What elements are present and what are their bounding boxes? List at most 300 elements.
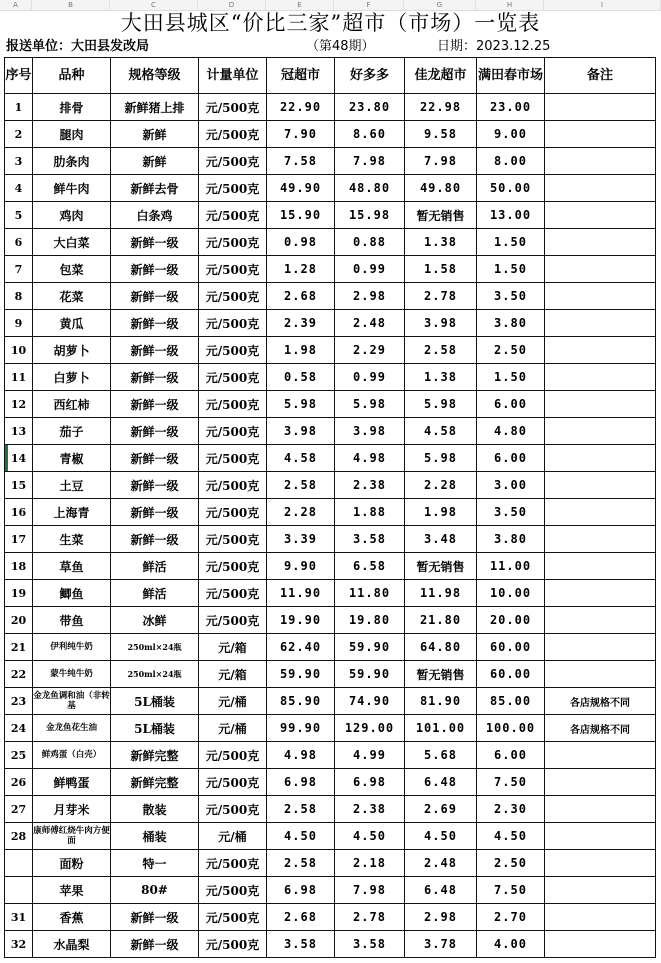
spec-cell[interactable]: 新鲜一级 [111, 526, 199, 553]
price-jialong-cell[interactable]: 1.98 [405, 499, 477, 526]
note-cell[interactable] [545, 472, 656, 499]
item-name-cell[interactable]: 蒙牛纯牛奶 [33, 661, 111, 688]
row-seq-cell[interactable]: 4 [5, 175, 33, 202]
header-seq[interactable]: 序号 [5, 58, 33, 94]
note-cell[interactable] [545, 796, 656, 823]
row-seq-cell[interactable]: 13 [5, 418, 33, 445]
price-mantianchun-cell[interactable]: 3.80 [477, 526, 545, 553]
note-cell[interactable]: 各店规格不同 [545, 688, 656, 715]
price-haoduoduo-cell[interactable]: 0.99 [335, 364, 405, 391]
item-name-cell[interactable]: 土豆 [33, 472, 111, 499]
price-haoduoduo-cell[interactable]: 23.80 [335, 94, 405, 121]
price-mantianchun-cell[interactable]: 1.50 [477, 256, 545, 283]
spec-cell[interactable]: 5L桶装 [111, 715, 199, 742]
note-cell[interactable] [545, 634, 656, 661]
price-jialong-cell[interactable]: 5.98 [405, 445, 477, 472]
unit-cell[interactable]: 元/500克 [199, 850, 267, 877]
item-name-cell[interactable]: 西红柿 [33, 391, 111, 418]
column-letter[interactable]: A [0, 0, 32, 10]
price-jialong-cell[interactable]: 49.80 [405, 175, 477, 202]
price-haoduoduo-cell[interactable]: 59.90 [335, 634, 405, 661]
row-seq-cell[interactable]: 9 [5, 310, 33, 337]
spec-cell[interactable]: 新鲜一级 [111, 904, 199, 931]
price-haoduoduo-cell[interactable]: 7.98 [335, 877, 405, 904]
unit-cell[interactable]: 元/500克 [199, 904, 267, 931]
price-jialong-cell[interactable]: 暂无销售 [405, 202, 477, 229]
price-mantianchun-cell[interactable]: 50.00 [477, 175, 545, 202]
unit-cell[interactable]: 元/桶 [199, 823, 267, 850]
price-mantianchun-cell[interactable]: 13.00 [477, 202, 545, 229]
note-cell[interactable] [545, 850, 656, 877]
price-haoduoduo-cell[interactable]: 1.88 [335, 499, 405, 526]
item-name-cell[interactable]: 肋条肉 [33, 148, 111, 175]
item-name-cell[interactable]: 面粉 [33, 850, 111, 877]
price-guan-cell[interactable]: 99.90 [267, 715, 335, 742]
spec-cell[interactable]: 新鲜一级 [111, 445, 199, 472]
unit-cell[interactable]: 元/500克 [199, 769, 267, 796]
column-letter[interactable]: B [32, 0, 110, 10]
spec-cell[interactable]: 250ml×24瓶 [111, 661, 199, 688]
price-haoduoduo-cell[interactable]: 19.80 [335, 607, 405, 634]
price-haoduoduo-cell[interactable]: 48.80 [335, 175, 405, 202]
price-mantianchun-cell[interactable]: 4.80 [477, 418, 545, 445]
price-guan-cell[interactable]: 9.90 [267, 553, 335, 580]
price-haoduoduo-cell[interactable]: 0.88 [335, 229, 405, 256]
row-seq-cell[interactable]: 22 [5, 661, 33, 688]
unit-cell[interactable]: 元/500克 [199, 580, 267, 607]
spec-cell[interactable]: 250ml×24瓶 [111, 634, 199, 661]
price-mantianchun-cell[interactable]: 9.00 [477, 121, 545, 148]
price-jialong-cell[interactable]: 暂无销售 [405, 553, 477, 580]
item-name-cell[interactable]: 水晶梨 [33, 931, 111, 958]
unit-cell[interactable]: 元/500克 [199, 526, 267, 553]
price-guan-cell[interactable]: 2.28 [267, 499, 335, 526]
spec-cell[interactable]: 新鲜一级 [111, 499, 199, 526]
price-haoduoduo-cell[interactable]: 3.98 [335, 418, 405, 445]
note-cell[interactable] [545, 526, 656, 553]
price-jialong-cell[interactable]: 101.00 [405, 715, 477, 742]
price-guan-cell[interactable]: 15.90 [267, 202, 335, 229]
unit-cell[interactable]: 元/500克 [199, 148, 267, 175]
price-jialong-cell[interactable]: 3.48 [405, 526, 477, 553]
price-mantianchun-cell[interactable]: 7.50 [477, 769, 545, 796]
price-mantianchun-cell[interactable]: 10.00 [477, 580, 545, 607]
price-mantianchun-cell[interactable]: 6.00 [477, 742, 545, 769]
price-guan-cell[interactable]: 1.98 [267, 337, 335, 364]
unit-cell[interactable]: 元/500克 [199, 202, 267, 229]
price-jialong-cell[interactable]: 2.78 [405, 283, 477, 310]
item-name-cell[interactable]: 鸡肉 [33, 202, 111, 229]
price-haoduoduo-cell[interactable]: 2.38 [335, 472, 405, 499]
item-name-cell[interactable]: 排骨 [33, 94, 111, 121]
price-guan-cell[interactable]: 4.98 [267, 742, 335, 769]
price-haoduoduo-cell[interactable]: 2.48 [335, 310, 405, 337]
item-name-cell[interactable]: 伊利纯牛奶 [33, 634, 111, 661]
price-mantianchun-cell[interactable]: 60.00 [477, 634, 545, 661]
spec-cell[interactable]: 新鲜一级 [111, 931, 199, 958]
price-guan-cell[interactable]: 22.90 [267, 94, 335, 121]
column-letter[interactable]: D [198, 0, 266, 10]
price-jialong-cell[interactable]: 5.98 [405, 391, 477, 418]
spec-cell[interactable]: 新鲜一级 [111, 283, 199, 310]
row-seq-cell[interactable]: 25 [5, 742, 33, 769]
spec-cell[interactable]: 鲜活 [111, 553, 199, 580]
column-letter[interactable]: I [544, 0, 661, 10]
row-seq-cell[interactable]: 1 [5, 94, 33, 121]
note-cell[interactable] [545, 337, 656, 364]
price-mantianchun-cell[interactable]: 2.50 [477, 337, 545, 364]
price-jialong-cell[interactable]: 2.28 [405, 472, 477, 499]
row-seq-cell[interactable]: 18 [5, 553, 33, 580]
unit-cell[interactable]: 元/500克 [199, 310, 267, 337]
unit-cell[interactable]: 元/桶 [199, 715, 267, 742]
note-cell[interactable] [545, 256, 656, 283]
note-cell[interactable] [545, 175, 656, 202]
price-jialong-cell[interactable]: 1.38 [405, 364, 477, 391]
price-guan-cell[interactable]: 11.90 [267, 580, 335, 607]
price-mantianchun-cell[interactable]: 2.50 [477, 850, 545, 877]
spec-cell[interactable]: 新鲜完整 [111, 742, 199, 769]
spec-cell[interactable]: 新鲜一级 [111, 391, 199, 418]
note-cell[interactable] [545, 283, 656, 310]
row-seq-cell[interactable]: 21 [5, 634, 33, 661]
price-guan-cell[interactable]: 59.90 [267, 661, 335, 688]
unit-cell[interactable]: 元/500克 [199, 175, 267, 202]
price-mantianchun-cell[interactable]: 4.00 [477, 931, 545, 958]
price-haoduoduo-cell[interactable]: 11.80 [335, 580, 405, 607]
price-jialong-cell[interactable]: 6.48 [405, 769, 477, 796]
price-guan-cell[interactable]: 19.90 [267, 607, 335, 634]
item-name-cell[interactable]: 茄子 [33, 418, 111, 445]
price-haoduoduo-cell[interactable]: 0.99 [335, 256, 405, 283]
item-name-cell[interactable]: 金龙鱼花生油 [33, 715, 111, 742]
unit-cell[interactable]: 元/500克 [199, 796, 267, 823]
row-seq-cell[interactable]: 6 [5, 229, 33, 256]
price-haoduoduo-cell[interactable]: 2.29 [335, 337, 405, 364]
item-name-cell[interactable]: 生菜 [33, 526, 111, 553]
spec-cell[interactable]: 新鲜一级 [111, 310, 199, 337]
price-haoduoduo-cell[interactable]: 3.58 [335, 931, 405, 958]
spec-cell[interactable]: 新鲜猪上排 [111, 94, 199, 121]
column-letter[interactable]: G [404, 0, 476, 10]
row-seq-cell[interactable]: 14 [5, 445, 33, 472]
header-store-jialong[interactable]: 佳龙超市 [405, 58, 477, 94]
item-name-cell[interactable]: 草鱼 [33, 553, 111, 580]
item-name-cell[interactable]: 腿肉 [33, 121, 111, 148]
note-cell[interactable] [545, 121, 656, 148]
spec-cell[interactable]: 80# [111, 877, 199, 904]
column-letter[interactable]: C [110, 0, 198, 10]
row-seq-cell[interactable]: 19 [5, 580, 33, 607]
note-cell[interactable] [545, 445, 656, 472]
price-mantianchun-cell[interactable]: 3.50 [477, 283, 545, 310]
spec-cell[interactable]: 新鲜一级 [111, 337, 199, 364]
header-store-mantianchun[interactable]: 满田春市场 [477, 58, 545, 94]
price-guan-cell[interactable]: 7.90 [267, 121, 335, 148]
price-guan-cell[interactable]: 2.58 [267, 472, 335, 499]
item-name-cell[interactable]: 香蕉 [33, 904, 111, 931]
row-seq-cell[interactable]: 11 [5, 364, 33, 391]
item-name-cell[interactable]: 大白菜 [33, 229, 111, 256]
row-seq-cell[interactable]: 31 [5, 904, 33, 931]
note-cell[interactable] [545, 148, 656, 175]
item-name-cell[interactable]: 鲫鱼 [33, 580, 111, 607]
price-haoduoduo-cell[interactable]: 6.98 [335, 769, 405, 796]
spec-cell[interactable]: 桶装 [111, 823, 199, 850]
price-haoduoduo-cell[interactable]: 3.58 [335, 526, 405, 553]
column-letter[interactable]: F [334, 0, 404, 10]
header-spec[interactable]: 规格等级 [111, 58, 199, 94]
unit-cell[interactable]: 元/500克 [199, 931, 267, 958]
price-guan-cell[interactable]: 7.58 [267, 148, 335, 175]
spec-cell[interactable]: 新鲜一级 [111, 256, 199, 283]
row-seq-cell[interactable]: 15 [5, 472, 33, 499]
note-cell[interactable] [545, 310, 656, 337]
price-guan-cell[interactable]: 6.98 [267, 769, 335, 796]
spec-cell[interactable]: 新鲜一级 [111, 418, 199, 445]
note-cell[interactable] [545, 580, 656, 607]
note-cell[interactable] [545, 364, 656, 391]
item-name-cell[interactable]: 带鱼 [33, 607, 111, 634]
unit-cell[interactable]: 元/桶 [199, 688, 267, 715]
price-haoduoduo-cell[interactable]: 15.98 [335, 202, 405, 229]
price-guan-cell[interactable]: 2.68 [267, 904, 335, 931]
price-guan-cell[interactable]: 3.98 [267, 418, 335, 445]
note-cell[interactable] [545, 904, 656, 931]
price-guan-cell[interactable]: 49.90 [267, 175, 335, 202]
price-mantianchun-cell[interactable]: 20.00 [477, 607, 545, 634]
item-name-cell[interactable]: 白萝卜 [33, 364, 111, 391]
price-jialong-cell[interactable]: 4.50 [405, 823, 477, 850]
note-cell[interactable] [545, 418, 656, 445]
price-mantianchun-cell[interactable]: 85.00 [477, 688, 545, 715]
price-mantianchun-cell[interactable]: 6.00 [477, 445, 545, 472]
row-seq-cell[interactable] [5, 877, 33, 904]
unit-cell[interactable]: 元/500克 [199, 742, 267, 769]
price-guan-cell[interactable]: 5.98 [267, 391, 335, 418]
row-seq-cell[interactable]: 12 [5, 391, 33, 418]
unit-cell[interactable]: 元/500克 [199, 337, 267, 364]
unit-cell[interactable]: 元/500克 [199, 499, 267, 526]
row-seq-cell[interactable]: 7 [5, 256, 33, 283]
spec-cell[interactable]: 新鲜 [111, 148, 199, 175]
row-seq-cell[interactable]: 16 [5, 499, 33, 526]
item-name-cell[interactable]: 金龙鱼调和油（非转基 [33, 688, 111, 715]
row-seq-cell[interactable]: 5 [5, 202, 33, 229]
row-seq-cell[interactable]: 24 [5, 715, 33, 742]
item-name-cell[interactable]: 上海青 [33, 499, 111, 526]
price-haoduoduo-cell[interactable]: 129.00 [335, 715, 405, 742]
note-cell[interactable] [545, 202, 656, 229]
price-guan-cell[interactable]: 2.39 [267, 310, 335, 337]
price-mantianchun-cell[interactable]: 2.70 [477, 904, 545, 931]
price-jialong-cell[interactable]: 2.98 [405, 904, 477, 931]
note-cell[interactable] [545, 499, 656, 526]
price-mantianchun-cell[interactable]: 2.30 [477, 796, 545, 823]
price-haoduoduo-cell[interactable]: 2.18 [335, 850, 405, 877]
unit-cell[interactable]: 元/500克 [199, 283, 267, 310]
spec-cell[interactable]: 新鲜去骨 [111, 175, 199, 202]
item-name-cell[interactable]: 康师傅红烧牛肉方便面 [33, 823, 111, 850]
price-haoduoduo-cell[interactable]: 74.90 [335, 688, 405, 715]
header-unit[interactable]: 计量单位 [199, 58, 267, 94]
price-jialong-cell[interactable]: 6.48 [405, 877, 477, 904]
row-seq-cell[interactable]: 20 [5, 607, 33, 634]
header-store-guan[interactable]: 冠超市 [267, 58, 335, 94]
price-mantianchun-cell[interactable]: 3.80 [477, 310, 545, 337]
note-cell[interactable] [545, 94, 656, 121]
spec-cell[interactable]: 特一 [111, 850, 199, 877]
spec-cell[interactable]: 新鲜 [111, 121, 199, 148]
price-jialong-cell[interactable]: 81.90 [405, 688, 477, 715]
price-jialong-cell[interactable]: 5.68 [405, 742, 477, 769]
unit-cell[interactable]: 元/500克 [199, 445, 267, 472]
price-haoduoduo-cell[interactable]: 6.58 [335, 553, 405, 580]
header-note[interactable]: 备注 [545, 58, 656, 94]
price-jialong-cell[interactable]: 2.69 [405, 796, 477, 823]
row-seq-cell[interactable]: 28 [5, 823, 33, 850]
spec-cell[interactable]: 新鲜一级 [111, 364, 199, 391]
price-jialong-cell[interactable]: 4.58 [405, 418, 477, 445]
price-haoduoduo-cell[interactable]: 5.98 [335, 391, 405, 418]
row-seq-cell[interactable]: 27 [5, 796, 33, 823]
price-mantianchun-cell[interactable]: 3.00 [477, 472, 545, 499]
price-haoduoduo-cell[interactable]: 4.50 [335, 823, 405, 850]
spec-cell[interactable]: 鲜活 [111, 580, 199, 607]
price-haoduoduo-cell[interactable]: 7.98 [335, 148, 405, 175]
spec-cell[interactable]: 白条鸡 [111, 202, 199, 229]
price-jialong-cell[interactable]: 9.58 [405, 121, 477, 148]
price-mantianchun-cell[interactable]: 6.00 [477, 391, 545, 418]
price-guan-cell[interactable]: 4.58 [267, 445, 335, 472]
unit-cell[interactable]: 元/500克 [199, 877, 267, 904]
price-haoduoduo-cell[interactable]: 2.38 [335, 796, 405, 823]
price-mantianchun-cell[interactable]: 100.00 [477, 715, 545, 742]
row-seq-cell[interactable]: 26 [5, 769, 33, 796]
price-haoduoduo-cell[interactable]: 2.98 [335, 283, 405, 310]
price-mantianchun-cell[interactable]: 1.50 [477, 364, 545, 391]
row-seq-cell[interactable]: 8 [5, 283, 33, 310]
item-name-cell[interactable]: 胡萝卜 [33, 337, 111, 364]
header-store-haoduoduo[interactable]: 好多多 [335, 58, 405, 94]
unit-cell[interactable]: 元/500克 [199, 229, 267, 256]
row-seq-cell[interactable] [5, 850, 33, 877]
price-jialong-cell[interactable]: 22.98 [405, 94, 477, 121]
note-cell[interactable] [545, 742, 656, 769]
note-cell[interactable] [545, 823, 656, 850]
note-cell[interactable] [545, 391, 656, 418]
price-mantianchun-cell[interactable]: 7.50 [477, 877, 545, 904]
note-cell[interactable] [545, 877, 656, 904]
unit-cell[interactable]: 元/500克 [199, 472, 267, 499]
price-jialong-cell[interactable]: 1.58 [405, 256, 477, 283]
unit-cell[interactable]: 元/500克 [199, 364, 267, 391]
price-jialong-cell[interactable]: 11.98 [405, 580, 477, 607]
header-item[interactable]: 品种 [33, 58, 111, 94]
row-seq-cell[interactable]: 32 [5, 931, 33, 958]
price-guan-cell[interactable]: 3.58 [267, 931, 335, 958]
unit-cell[interactable]: 元/500克 [199, 553, 267, 580]
item-name-cell[interactable]: 鲜牛肉 [33, 175, 111, 202]
note-cell[interactable] [545, 661, 656, 688]
item-name-cell[interactable]: 苹果 [33, 877, 111, 904]
item-name-cell[interactable]: 花菜 [33, 283, 111, 310]
spec-cell[interactable]: 新鲜完整 [111, 769, 199, 796]
note-cell[interactable] [545, 553, 656, 580]
spec-cell[interactable]: 5L桶装 [111, 688, 199, 715]
price-guan-cell[interactable]: 3.39 [267, 526, 335, 553]
row-seq-cell[interactable]: 3 [5, 148, 33, 175]
item-name-cell[interactable]: 月芽米 [33, 796, 111, 823]
column-letter[interactable]: E [266, 0, 334, 10]
note-cell[interactable] [545, 931, 656, 958]
price-haoduoduo-cell[interactable]: 59.90 [335, 661, 405, 688]
item-name-cell[interactable]: 包菜 [33, 256, 111, 283]
unit-cell[interactable]: 元/500克 [199, 607, 267, 634]
unit-cell[interactable]: 元/箱 [199, 634, 267, 661]
unit-cell[interactable]: 元/500克 [199, 121, 267, 148]
price-jialong-cell[interactable]: 3.78 [405, 931, 477, 958]
price-haoduoduo-cell[interactable]: 2.78 [335, 904, 405, 931]
unit-cell[interactable]: 元/500克 [199, 391, 267, 418]
item-name-cell[interactable]: 黄瓜 [33, 310, 111, 337]
note-cell[interactable]: 各店规格不同 [545, 715, 656, 742]
note-cell[interactable] [545, 769, 656, 796]
price-jialong-cell[interactable]: 暂无销售 [405, 661, 477, 688]
price-haoduoduo-cell[interactable]: 4.98 [335, 445, 405, 472]
price-mantianchun-cell[interactable]: 4.50 [477, 823, 545, 850]
price-mantianchun-cell[interactable]: 8.00 [477, 148, 545, 175]
row-seq-cell[interactable]: 23 [5, 688, 33, 715]
price-guan-cell[interactable]: 0.98 [267, 229, 335, 256]
price-mantianchun-cell[interactable]: 3.50 [477, 499, 545, 526]
price-mantianchun-cell[interactable]: 60.00 [477, 661, 545, 688]
note-cell[interactable] [545, 229, 656, 256]
unit-cell[interactable]: 元/500克 [199, 256, 267, 283]
price-haoduoduo-cell[interactable]: 8.60 [335, 121, 405, 148]
item-name-cell[interactable]: 鲜鸡蛋（白壳） [33, 742, 111, 769]
spec-cell[interactable]: 冰鲜 [111, 607, 199, 634]
price-jialong-cell[interactable]: 7.98 [405, 148, 477, 175]
price-guan-cell[interactable]: 85.90 [267, 688, 335, 715]
price-mantianchun-cell[interactable]: 23.00 [477, 94, 545, 121]
price-guan-cell[interactable]: 2.68 [267, 283, 335, 310]
note-cell[interactable] [545, 607, 656, 634]
row-seq-cell[interactable]: 10 [5, 337, 33, 364]
price-haoduoduo-cell[interactable]: 4.99 [335, 742, 405, 769]
price-guan-cell[interactable]: 2.58 [267, 850, 335, 877]
price-guan-cell[interactable]: 6.98 [267, 877, 335, 904]
price-jialong-cell[interactable]: 3.98 [405, 310, 477, 337]
column-letter[interactable]: H [476, 0, 544, 10]
unit-cell[interactable]: 元/500克 [199, 94, 267, 121]
price-guan-cell[interactable]: 4.50 [267, 823, 335, 850]
price-jialong-cell[interactable]: 64.80 [405, 634, 477, 661]
price-guan-cell[interactable]: 1.28 [267, 256, 335, 283]
price-mantianchun-cell[interactable]: 1.50 [477, 229, 545, 256]
price-guan-cell[interactable]: 0.58 [267, 364, 335, 391]
price-guan-cell[interactable]: 2.58 [267, 796, 335, 823]
item-name-cell[interactable]: 鲜鸭蛋 [33, 769, 111, 796]
row-seq-cell[interactable]: 17 [5, 526, 33, 553]
spec-cell[interactable]: 新鲜一级 [111, 229, 199, 256]
price-jialong-cell[interactable]: 21.80 [405, 607, 477, 634]
price-jialong-cell[interactable]: 2.48 [405, 850, 477, 877]
price-guan-cell[interactable]: 62.40 [267, 634, 335, 661]
spec-cell[interactable]: 散装 [111, 796, 199, 823]
spec-cell[interactable]: 新鲜一级 [111, 472, 199, 499]
unit-cell[interactable]: 元/500克 [199, 418, 267, 445]
